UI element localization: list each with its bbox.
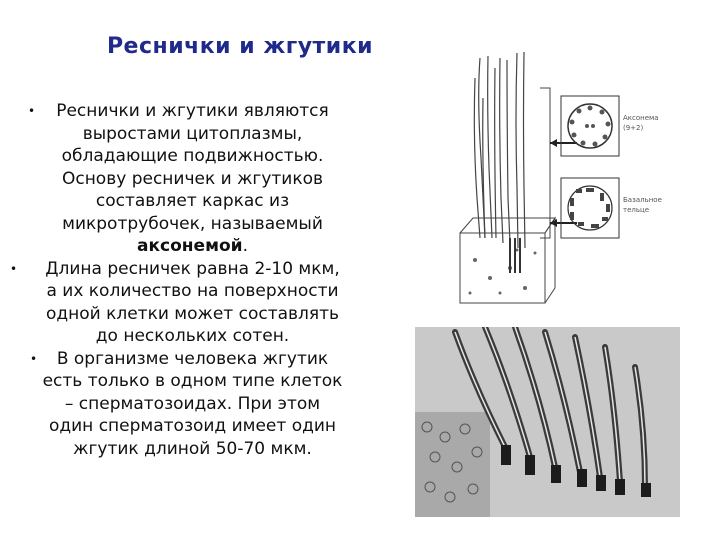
bullet-3-line-1: В организме человека жгутик: [56, 348, 329, 369]
bullet-1-line-7: [10, 235, 375, 258]
bullet-1-line-2: выростами цитоплазмы,: [82, 123, 303, 144]
bullet-1-period: .: [242, 236, 248, 256]
bullet-2-line-3: одной клетки может составлять: [45, 303, 340, 324]
bullet-2-line-2: а их количество на поверхности: [46, 281, 339, 301]
bullet-1-line-6: микротрубочек, называемый: [62, 213, 323, 234]
bullet-2-line-4: до нескольких сотен.: [95, 326, 290, 346]
basal-body-caption: Базальное: [623, 196, 662, 204]
bullet-dot: •: [10, 261, 18, 276]
bullet-1-line-4: Основу ресничек и жгутиков: [61, 168, 324, 189]
axoneme-formula: (9+2): [623, 124, 644, 132]
axoneme-caption: Аксонема: [623, 114, 659, 122]
bullet-dot: •: [30, 351, 38, 366]
basal-body-caption-2: тельце: [623, 206, 650, 214]
bullet-1: [10, 100, 375, 258]
bullet-2: [10, 258, 375, 348]
bullet-2-line-1: Длина ресничек равна 2-10 мкм,: [45, 258, 340, 279]
bullet-list: [10, 100, 375, 460]
cilia-diagram: [455, 38, 665, 313]
bullet-1-line-5: составляет каркас из: [95, 191, 290, 211]
slide-title: Реснички и жгутики: [106, 34, 374, 59]
bullet-3-line-3: – сперматозоидах. При этом: [64, 393, 321, 414]
bullet-3-line-2: есть только в одном типе клеток: [42, 371, 343, 391]
bullet-1-line-1: Реснички и жгутики являются: [56, 101, 329, 121]
bullet-3-line-4: один сперматозоид имеет один: [48, 416, 337, 436]
electron-micrograph: [415, 327, 680, 517]
bullet-3-line-5: жгутик длиной 50-70 мкм.: [73, 438, 312, 459]
bullet-dot: •: [28, 104, 36, 118]
bullet-1-line-3: обладающие подвижностью.: [61, 146, 324, 166]
term-axoneme: аксонемой: [137, 236, 243, 256]
bullet-3: [10, 348, 375, 461]
